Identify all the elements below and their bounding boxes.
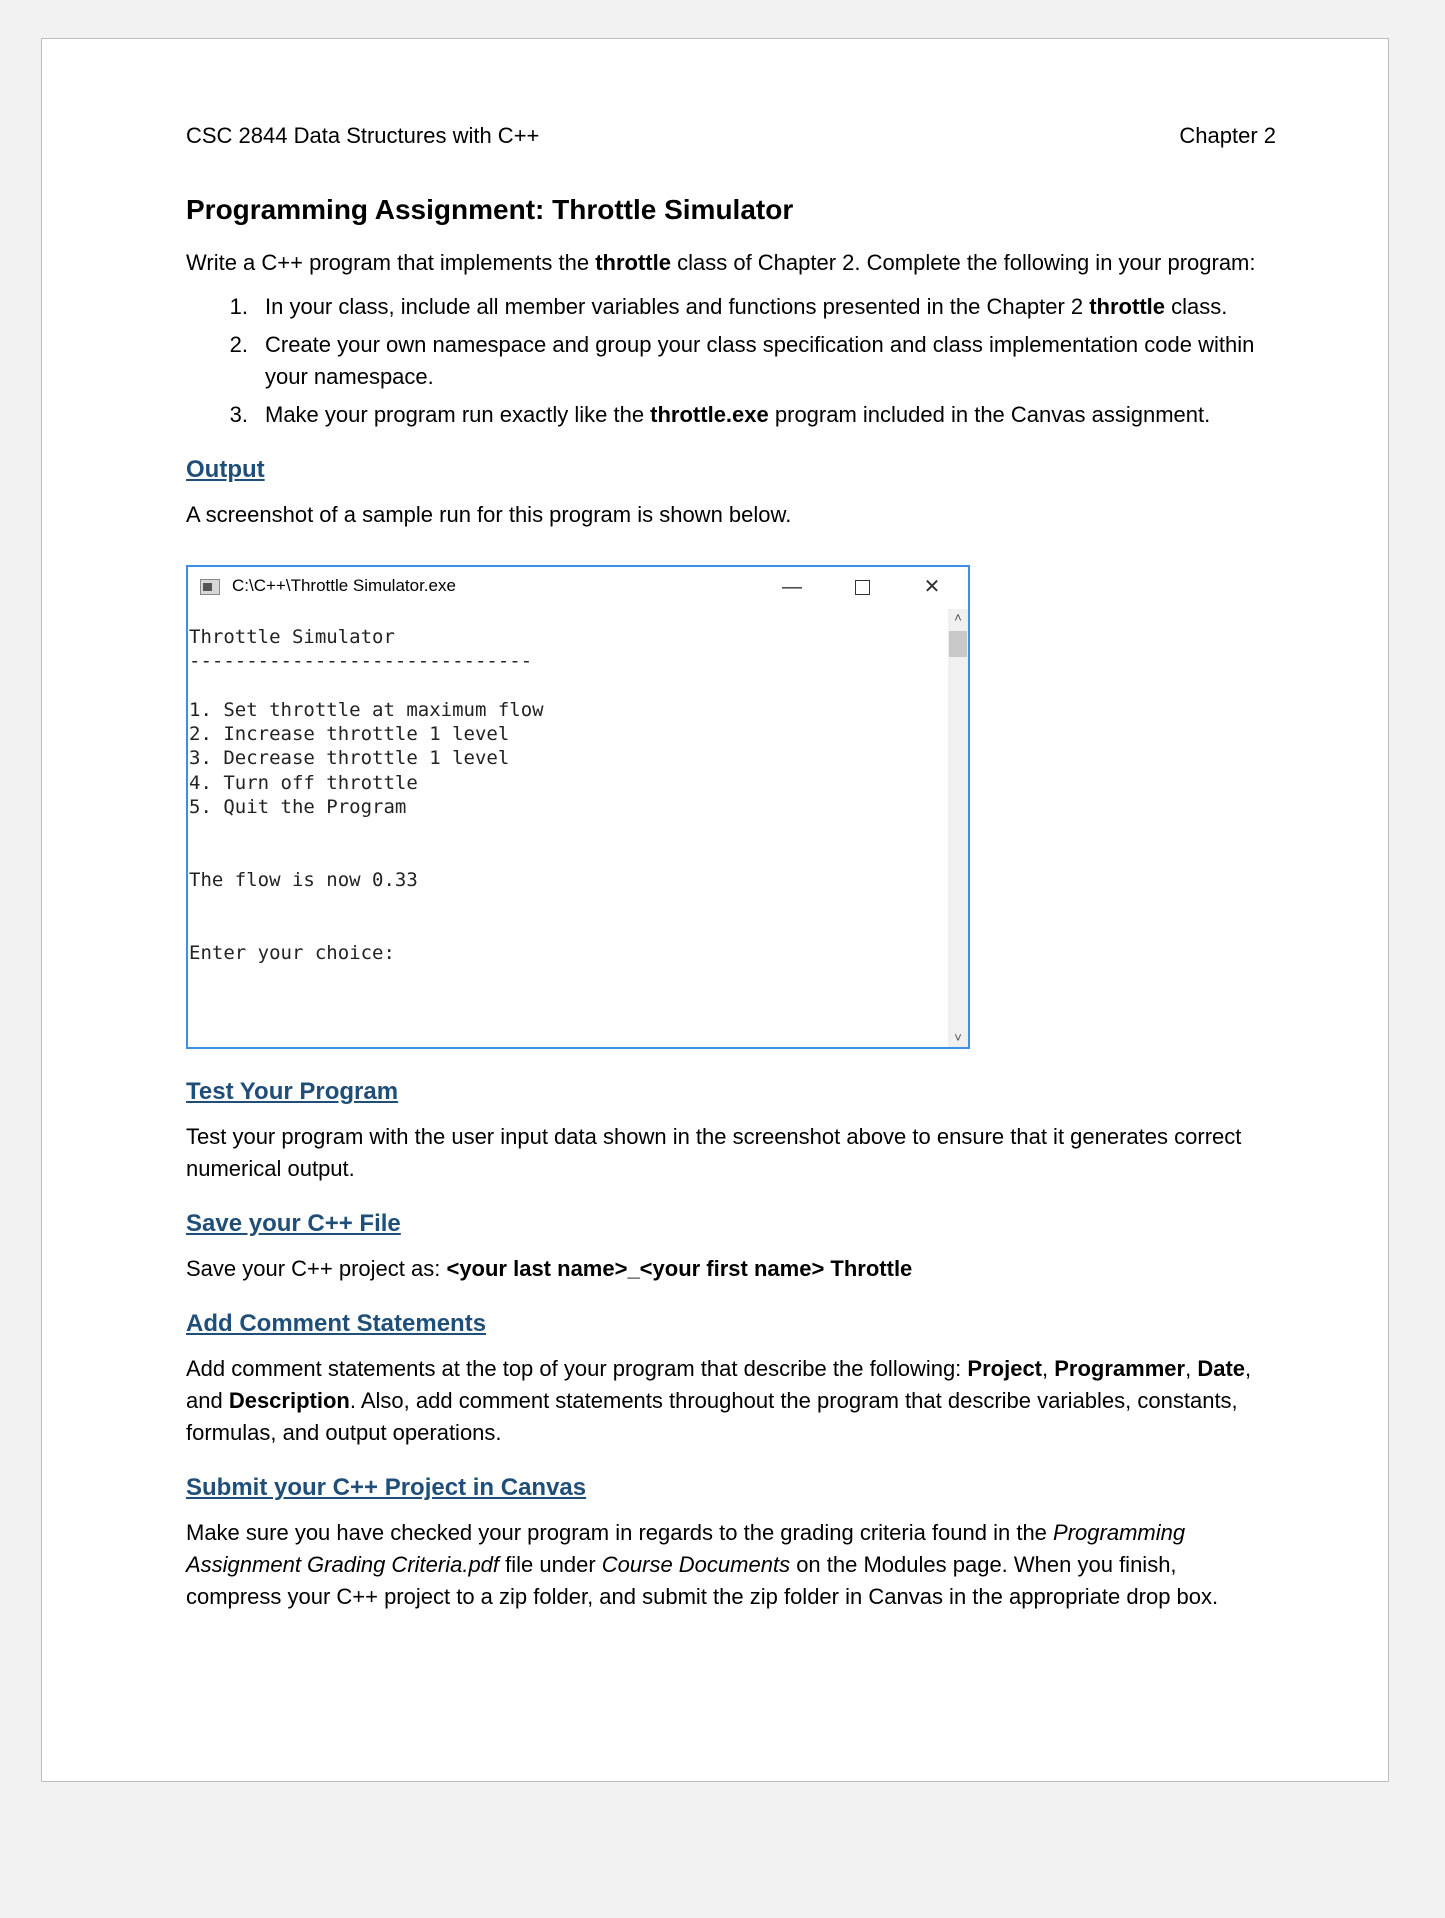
list-number: 1.	[229, 294, 248, 319]
list-text	[265, 291, 1255, 323]
console-line: The flow is now 0.33	[189, 868, 418, 891]
close-icon[interactable]: ✕	[923, 576, 941, 598]
console-line: 1. Set throttle at maximum flow	[189, 698, 544, 721]
comments-text-b: . Also, add comment statements throughout the program that describe variables, constants, formulas, and output operations.	[186, 1388, 1238, 1445]
console-line: 3. Decrease throttle 1 level	[189, 747, 510, 770]
list-number: 3.	[229, 402, 248, 427]
comments-sep: , and	[186, 1356, 1252, 1413]
submit-heading: Submit your C++ Project in Canvas	[186, 1474, 587, 1501]
console-line: Throttle Simulator	[189, 626, 395, 648]
intro-text-a: Write a C++ program that implements the	[186, 250, 596, 275]
output-heading: Output	[186, 456, 265, 483]
intro-paragraph	[186, 247, 1276, 279]
console-line	[189, 844, 946, 868]
list-text-c: program included in the Canvas assignment.	[768, 402, 1211, 427]
document-page	[41, 38, 1389, 1782]
list-text-a: In your class, include all member variables and functions presented in the Chapter 2	[265, 294, 1090, 319]
list-number: 2.	[229, 332, 248, 357]
console-app-icon	[200, 579, 220, 595]
list-bold: throttle	[1089, 294, 1165, 319]
comments-sep: ,	[1042, 1356, 1055, 1381]
submit-text-a: Make sure you have checked your program in regards to the grading criteria found in the	[186, 1520, 1054, 1545]
save-heading: Save your C++ File	[186, 1210, 401, 1237]
comments-programmer: Programmer	[1054, 1356, 1186, 1381]
console-line: 2. Increase throttle 1 level	[189, 723, 510, 746]
console-line	[189, 819, 946, 843]
console-titlebar	[188, 567, 968, 609]
list-item	[186, 291, 1276, 323]
list-item	[186, 399, 1276, 431]
output-text: A screenshot of a sample run for this program is shown below.	[186, 502, 792, 527]
comments-date: Date	[1197, 1356, 1246, 1381]
console-output	[188, 609, 946, 1047]
minimize-icon[interactable]: —	[782, 576, 802, 598]
course-name: CSC 2844 Data Structures with C++	[186, 123, 540, 148]
list-text-c: class.	[1165, 294, 1228, 319]
save-text	[186, 1253, 1276, 1285]
submit-course-documents: Course Documents	[601, 1552, 791, 1577]
submit-text	[186, 1517, 1276, 1613]
maximize-icon[interactable]	[842, 573, 882, 601]
console-line: Enter your choice:	[189, 941, 395, 964]
list-bold: throttle.exe	[650, 402, 769, 427]
console-line: ------------------------------	[189, 650, 533, 673]
comments-heading: Add Comment Statements	[186, 1310, 487, 1337]
intro-bold: throttle	[595, 250, 671, 275]
comments-text-a: Add comment statements at the top of your program that describe the following:	[186, 1356, 968, 1381]
page-header	[186, 121, 1276, 151]
console-line: 5. Quit the Program	[189, 796, 407, 819]
console-line: 4. Turn off throttle	[189, 771, 418, 794]
list-text-a: Make your program run exactly like the	[265, 402, 651, 427]
test-text: Test your program with the user input data shown in the screenshot above to ensure that it generates correct numerical output.	[186, 1124, 1242, 1181]
comments-sep: ,	[1185, 1356, 1198, 1381]
requirements-list	[186, 291, 1276, 431]
submit-text-c: on the Modules page. When you finish, compress your C++ project to a zip folder, and submit the zip folder in Canvas in the appropriate drop box.	[186, 1552, 1219, 1609]
scroll-thumb[interactable]	[949, 631, 967, 657]
save-filename: <your last name>_<your first name> Throttle	[446, 1256, 913, 1281]
console-window-title: C:\C++\Throttle Simulator.exe	[232, 576, 456, 595]
console-line	[189, 917, 946, 941]
intro-text-c: class of Chapter 2. Complete the following in your program:	[670, 250, 1256, 275]
console-line	[189, 892, 946, 916]
comments-description: Description	[228, 1388, 350, 1413]
console-scrollbar[interactable]	[948, 609, 968, 1047]
comments-text	[186, 1353, 1276, 1449]
console-window	[186, 565, 970, 1049]
document-content	[186, 121, 1276, 1613]
submit-text-b: file under	[499, 1552, 602, 1577]
save-text-a: Save your C++ project as:	[186, 1256, 447, 1281]
list-text: Create your own namespace and group your class specification and class implementation code within your namespace.	[265, 332, 1255, 389]
console-line	[189, 674, 946, 698]
list-text	[265, 399, 1255, 431]
chapter-label: Chapter 2	[1179, 123, 1276, 148]
comments-project: Project	[967, 1356, 1043, 1381]
list-item	[186, 329, 1276, 393]
submit-criteria-file: Programming Assignment Grading Criteria.pdf	[186, 1520, 1186, 1577]
scroll-up-icon[interactable]: ˄	[954, 610, 962, 625]
page-title: Programming Assignment: Throttle Simulator	[186, 194, 794, 225]
scroll-down-icon[interactable]: ˅	[954, 1030, 962, 1045]
test-heading: Test Your Program	[186, 1078, 399, 1105]
